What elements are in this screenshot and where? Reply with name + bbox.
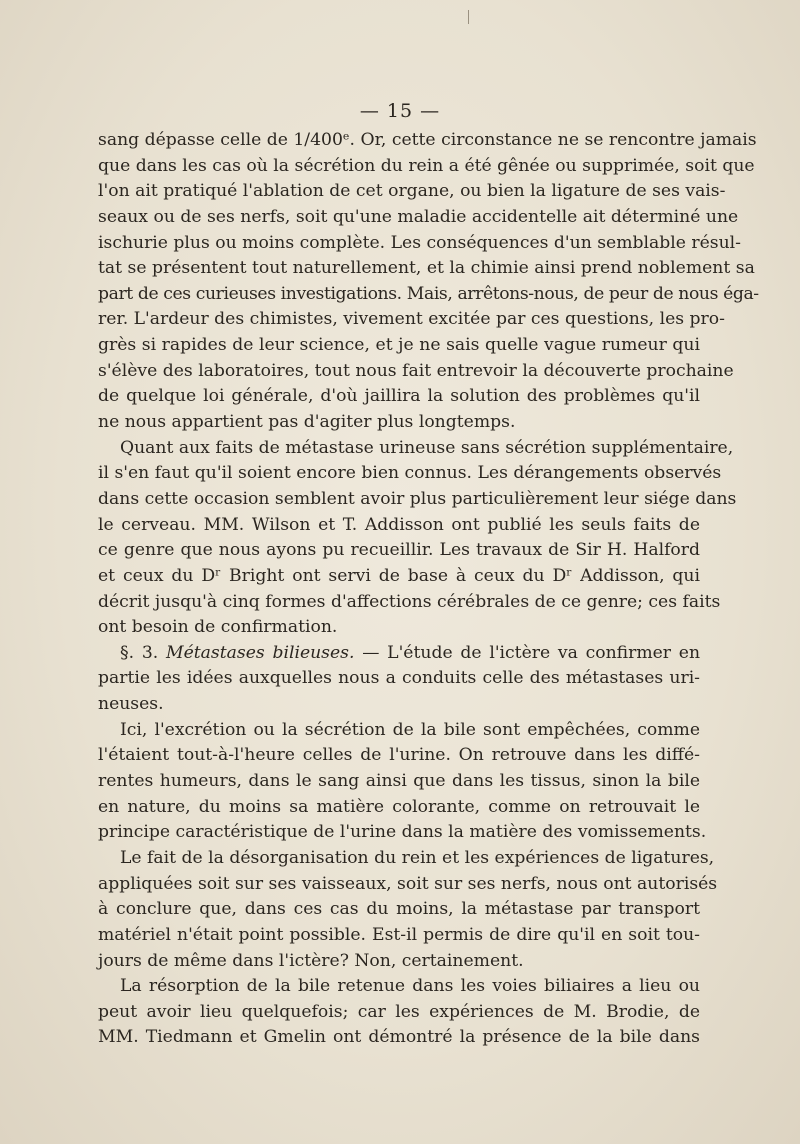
text-line: rentes humeurs, dans le sang ainsi que dans les tissus, sinon la bile: [98, 771, 700, 792]
text-line: part de ces curieuses investigations. Mais, arrêtons-nous, de peur de nous éga-: [98, 283, 759, 304]
text-line: il s'en faut qu'il soient encore bien connus. Les dérangements observés: [98, 463, 722, 484]
text-line: jours de même dans l'ictère? Non, certainement.: [98, 950, 524, 971]
page-number: — 15 —: [359, 100, 441, 122]
section-title: Métastases bilieuses.: [165, 642, 355, 663]
text-line: en nature, du moins sa matière colorante, comme on retrouvait le: [98, 796, 700, 817]
text-line: peut avoir lieu quelquefois; car les expériences de M. Brodie, de: [98, 1001, 700, 1022]
text-line: ont besoin de confirmation.: [98, 617, 338, 638]
text-line: Quant aux faits de métastase urineuse sans sécrétion supplémentaire,: [120, 437, 734, 458]
text-line: partie les idées auxquelles nous a conduits celle des métastases uri-: [98, 668, 700, 689]
text-line: tat se présentent tout naturellement, et la chimie ainsi prend noblement sa: [98, 258, 755, 279]
text-line: décrit jusqu'à cinq formes d'affections cérébrales de ce genre; ces faits: [98, 591, 721, 612]
text-line: ne nous appartient pas d'agiter plus longtemps.: [98, 412, 516, 433]
text-line: MM. Tiedmann et Gmelin ont démontré la présence de la bile dans: [98, 1027, 700, 1048]
text-line: l'étaient tout-à-l'heure celles de l'urine. On retrouve dans les diffé-: [98, 745, 700, 766]
text-line: La résorption de la bile retenue dans les voies biliaires a lieu ou: [120, 976, 700, 997]
text-line: sang dépasse celle de 1/400ᵉ. Or, cette circonstance ne se rencontre jamais: [98, 130, 757, 150]
text-line: Le fait de la désorganisation du rein et les expériences de ligatures,: [120, 847, 715, 868]
text-line: l'on ait pratiqué l'ablation de cet organe, ou bien la ligature de ses vais-: [98, 181, 726, 202]
text-line: à conclure que, dans ces cas du moins, la métastase par transport: [98, 899, 700, 920]
text-line: le cerveau. MM. Wilson et T. Addisson ont publié les seuls faits de: [98, 514, 700, 535]
text-line: ce genre que nous ayons pu recueillir. Les travaux de Sir H. Halford: [98, 540, 700, 561]
text-line: seaux ou de ses nerfs, soit qu'une maladie accidentelle ait déterminé une: [98, 206, 739, 227]
text-line: s'élève des laboratoires, tout nous fait entrevoir la découverte prochaine: [98, 360, 734, 381]
text-line: matériel n'était point possible. Est-il permis de dire qu'il en soit tou-: [98, 924, 700, 945]
text-line: dans cette occasion semblent avoir plus particulièrement leur siége dans: [98, 488, 737, 509]
text-line: principe caractéristique de l'urine dans la matière des vomissements.: [98, 822, 707, 843]
text-line: ischurie plus ou moins complète. Les conséquences d'un semblable résul-: [98, 232, 741, 253]
text-line: et ceux du Dʳ Bright ont servi de base à ceux du Dʳ Addisson, qui: [98, 565, 700, 586]
text-line: appliquées soit sur ses vaisseaux, soit sur ses nerfs, nous ont autorisés: [98, 873, 718, 894]
section-heading-line: §. 3. Métastases bilieuses. — L'étude de l'ictère va confirmer en: [120, 642, 701, 663]
text-line: Ici, l'excrétion ou la sécrétion de la bile sont empêchées, comme: [120, 719, 700, 740]
text-line: rer. L'ardeur des chimistes, vivement excitée par ces questions, les pro-: [98, 309, 725, 330]
text-line: que dans les cas où la sécrétion du rein a été gênée ou supprimée, soit que: [98, 155, 755, 176]
text-line: neuses.: [98, 694, 164, 715]
paper-mark: [468, 10, 469, 24]
text-line: de quelque loi générale, d'où jaillira la solution des problèmes qu'il: [98, 386, 700, 407]
body-text: [98, 128, 759, 1051]
text-line: grès si rapides de leur science, et je ne sais quelle vague rumeur qui: [98, 335, 700, 356]
